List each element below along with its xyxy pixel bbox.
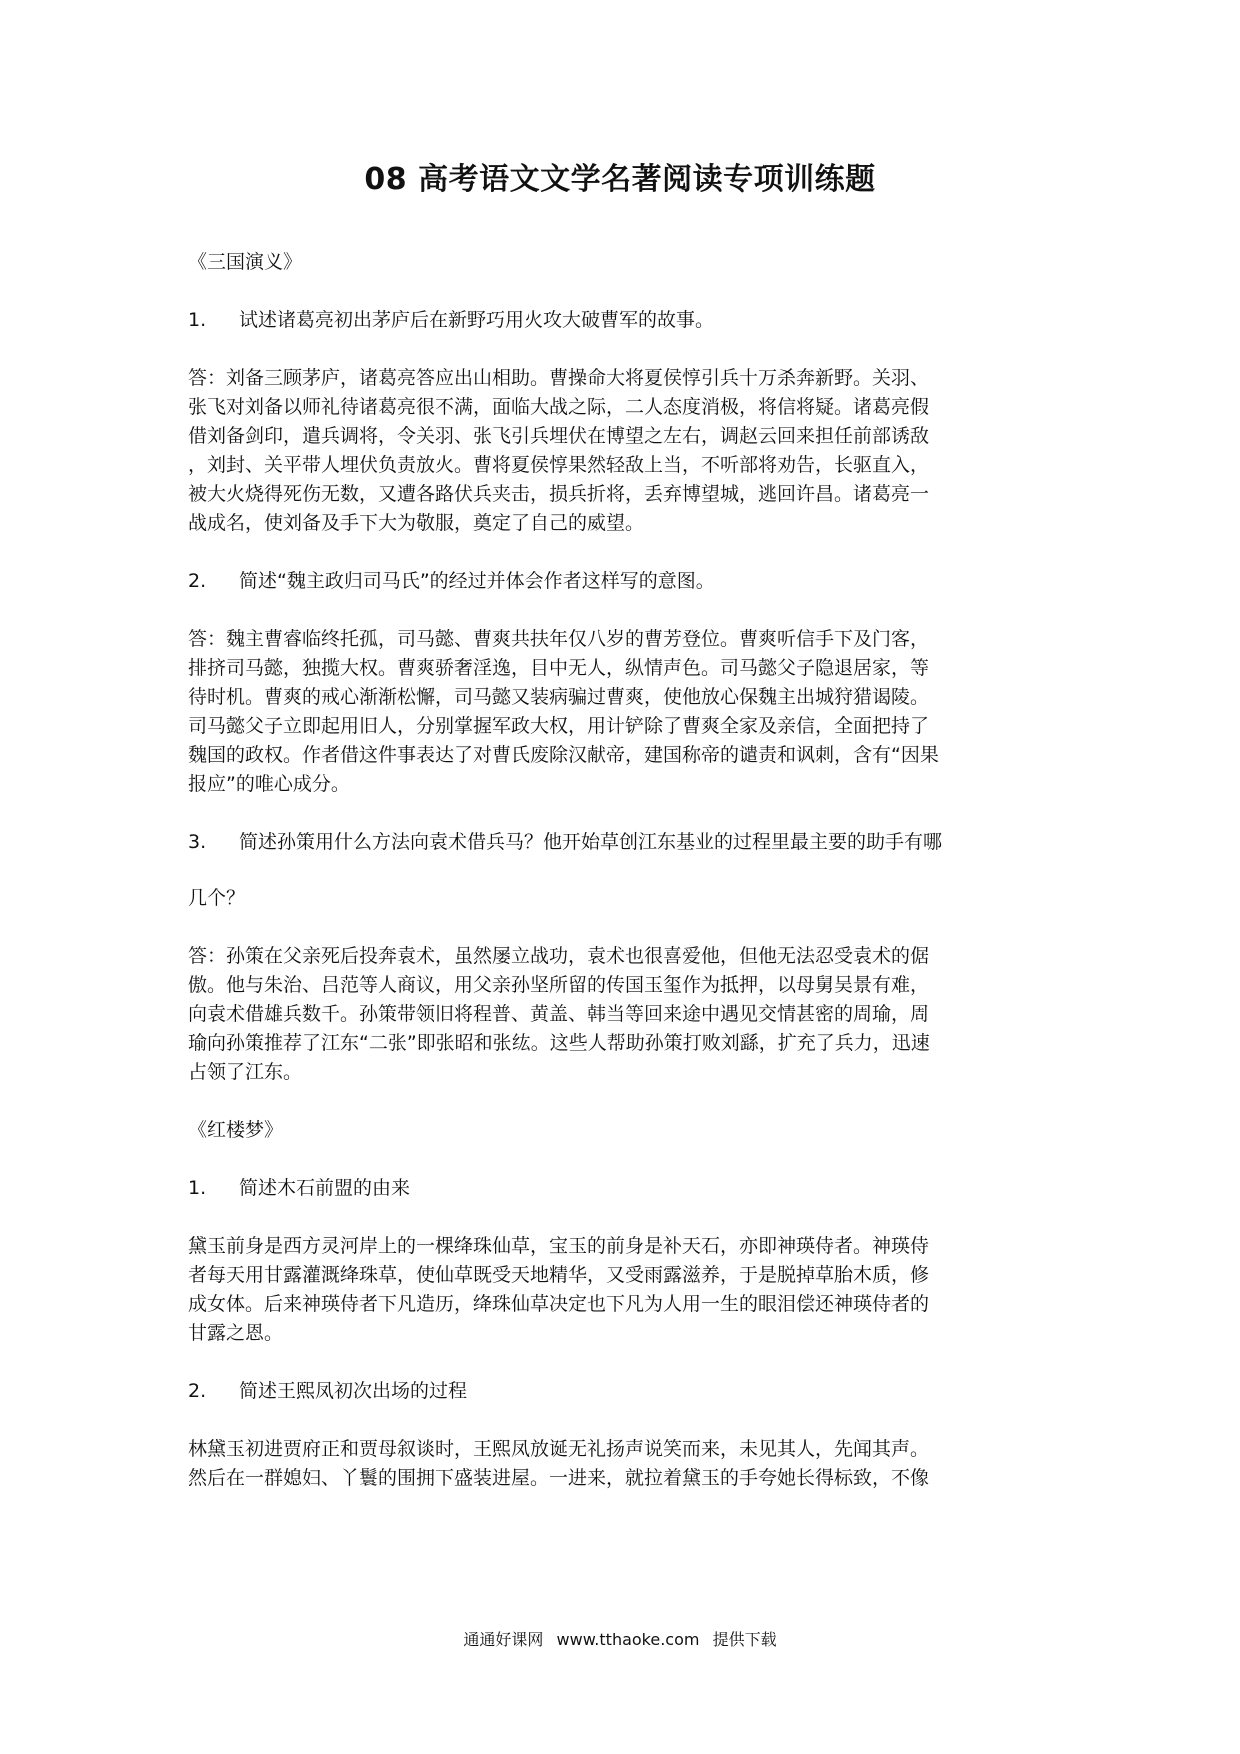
footer-suffix: 提供下载: [712, 1630, 777, 1649]
answer-line: 战成名，使刘备及手下大为敬服，奠定了自己的威望。: [188, 512, 645, 534]
answer-line: 被大火烧得死伤无数，又遭各路伏兵夹击，损兵折将，丢弃博望城，逃回许昌。诸葛亮一: [188, 483, 930, 505]
question-text: 简述王熙凤初次出场的过程: [239, 1380, 468, 1402]
question: [188, 1377, 1058, 1406]
answer-line: 甘露之恩。: [188, 1322, 284, 1344]
answer-line: 魏国的政权。作者借这件事表达了对曹氏废除汉献帝，建国称帝的谴责和讽刺，含有“因果: [188, 744, 939, 766]
answer-line: 傲。他与朱治、吕范等人商议，用父亲孙坚所留的传国玉玺作为抵押，以母舅吴景有难，: [188, 974, 930, 996]
answer-line: 然后在一群媳妇、丫鬟的围拥下盛装进屋。一进来，就拉着黛玉的手夸她长得标致，不像: [188, 1467, 930, 1489]
answer-line: 成女体。后来神瑛侍者下凡造历，绛珠仙草决定也下凡为人用一生的眼泪偿还神瑛侍者的: [188, 1293, 930, 1315]
answer-line: 向袁术借雄兵数千。孙策带领旧将程普、黄盖、韩当等回来途中遇见交情甚密的周瑜，周: [188, 1003, 930, 1025]
answer-paragraph: [188, 1232, 1058, 1348]
question-continuation: [188, 884, 1058, 913]
answer-line: 排挤司马懿，独揽大权。曹爽骄奢淫逸，目中无人，纵情声色。司马懿父子隐退居家，等: [188, 657, 930, 679]
answer-line: 答：刘备三顾茅庐，诸葛亮答应出山相助。曹操命大将夏侯惇引兵十万杀奔新野。关羽、: [188, 367, 930, 389]
answer-line: 待时机。曹爽的戒心渐渐松懈，司马懿又装病骗过曹爽，使他放心保魏主出城狩猎谒陵。: [188, 686, 930, 708]
question-text: 试述诸葛亮初出茅庐后在新野巧用火攻大破曹军的故事。: [239, 309, 715, 331]
answer-paragraph: [188, 942, 1058, 1087]
page-footer: [0, 1629, 1240, 1651]
question-text: 简述孙策用什么方法向袁术借兵马？他开始草创江东基业的过程里最主要的助手有哪: [239, 831, 943, 853]
document-body: [188, 248, 1058, 1522]
section-heading: 《红楼梦》: [188, 1119, 284, 1141]
question-number: 2.: [188, 570, 207, 592]
answer-line: 答：孙策在父亲死后投奔袁术，虽然屡立战功，袁术也很喜爱他，但他无法忍受袁术的倨: [188, 945, 930, 967]
answer-line: 报应”的唯心成分。: [188, 773, 350, 795]
answer-line: 张飞对刘备以师礼待诸葛亮很不满，面临大战之际，二人态度消极，将信将疑。诸葛亮假: [188, 396, 930, 418]
question-number: 3.: [188, 831, 207, 853]
question: [188, 567, 1058, 596]
answer-paragraph: [188, 625, 1058, 799]
question-text: 几个？: [188, 887, 246, 909]
question-text: 简述木石前盟的由来: [239, 1177, 411, 1199]
answer-line: 黛玉前身是西方灵河岸上的一棵绛珠仙草，宝玉的前身是补天石，亦即神瑛侍者。神瑛侍: [188, 1235, 930, 1257]
question-number: 1.: [188, 309, 207, 331]
question: [188, 828, 1058, 857]
question: [188, 306, 1058, 335]
answer-line: 占领了江东。: [188, 1061, 303, 1083]
answer-line: 瑜向孙策推荐了江东“二张”即张昭和张纮。这些人帮助孙策打败刘繇，扩充了兵力，迅速: [188, 1032, 930, 1054]
document-title: 08 高考语文文学名著阅读专项训练题: [364, 162, 876, 197]
question-text: 简述“魏主政归司马氏”的经过并体会作者这样写的意图。: [239, 570, 715, 592]
answer-line: 司马懿父子立即起用旧人，分别掌握军政大权，用计铲除了曹爽全家及亲信，全面把持了: [188, 715, 930, 737]
question-number: 1.: [188, 1177, 207, 1199]
question-number: 2.: [188, 1380, 207, 1402]
footer-site-name: 通通好课网: [463, 1630, 544, 1649]
answer-line: 者每天用甘露灌溉绛珠草，使仙草既受天地精华，又受雨露滋养，于是脱掉草胎木质，修: [188, 1264, 930, 1286]
answer-line: 借刘备剑印，遣兵调将，令关羽、张飞引兵埋伏在博望之左右，调赵云回来担任前部诱敌: [188, 425, 930, 447]
answer-paragraph: [188, 364, 1058, 538]
footer-url: www.tthaoke.com: [556, 1630, 700, 1649]
answer-paragraph: [188, 1435, 1058, 1493]
section-heading: 《三国演义》: [188, 251, 303, 273]
answer-line: ，刘封、关平带人埋伏负责放火。曹将夏侯惇果然轻敌上当，不听部将劝告，长驱直入，: [188, 454, 930, 476]
question: [188, 1174, 1058, 1203]
answer-line: 林黛玉初进贾府正和贾母叙谈时，王熙凤放诞无礼扬声说笑而来，未见其人，先闻其声。: [188, 1438, 930, 1460]
answer-line: 答：魏主曹睿临终托孤，司马懿、曹爽共扶年仅八岁的曹芳登位。曹爽听信手下及门客，: [188, 628, 930, 650]
